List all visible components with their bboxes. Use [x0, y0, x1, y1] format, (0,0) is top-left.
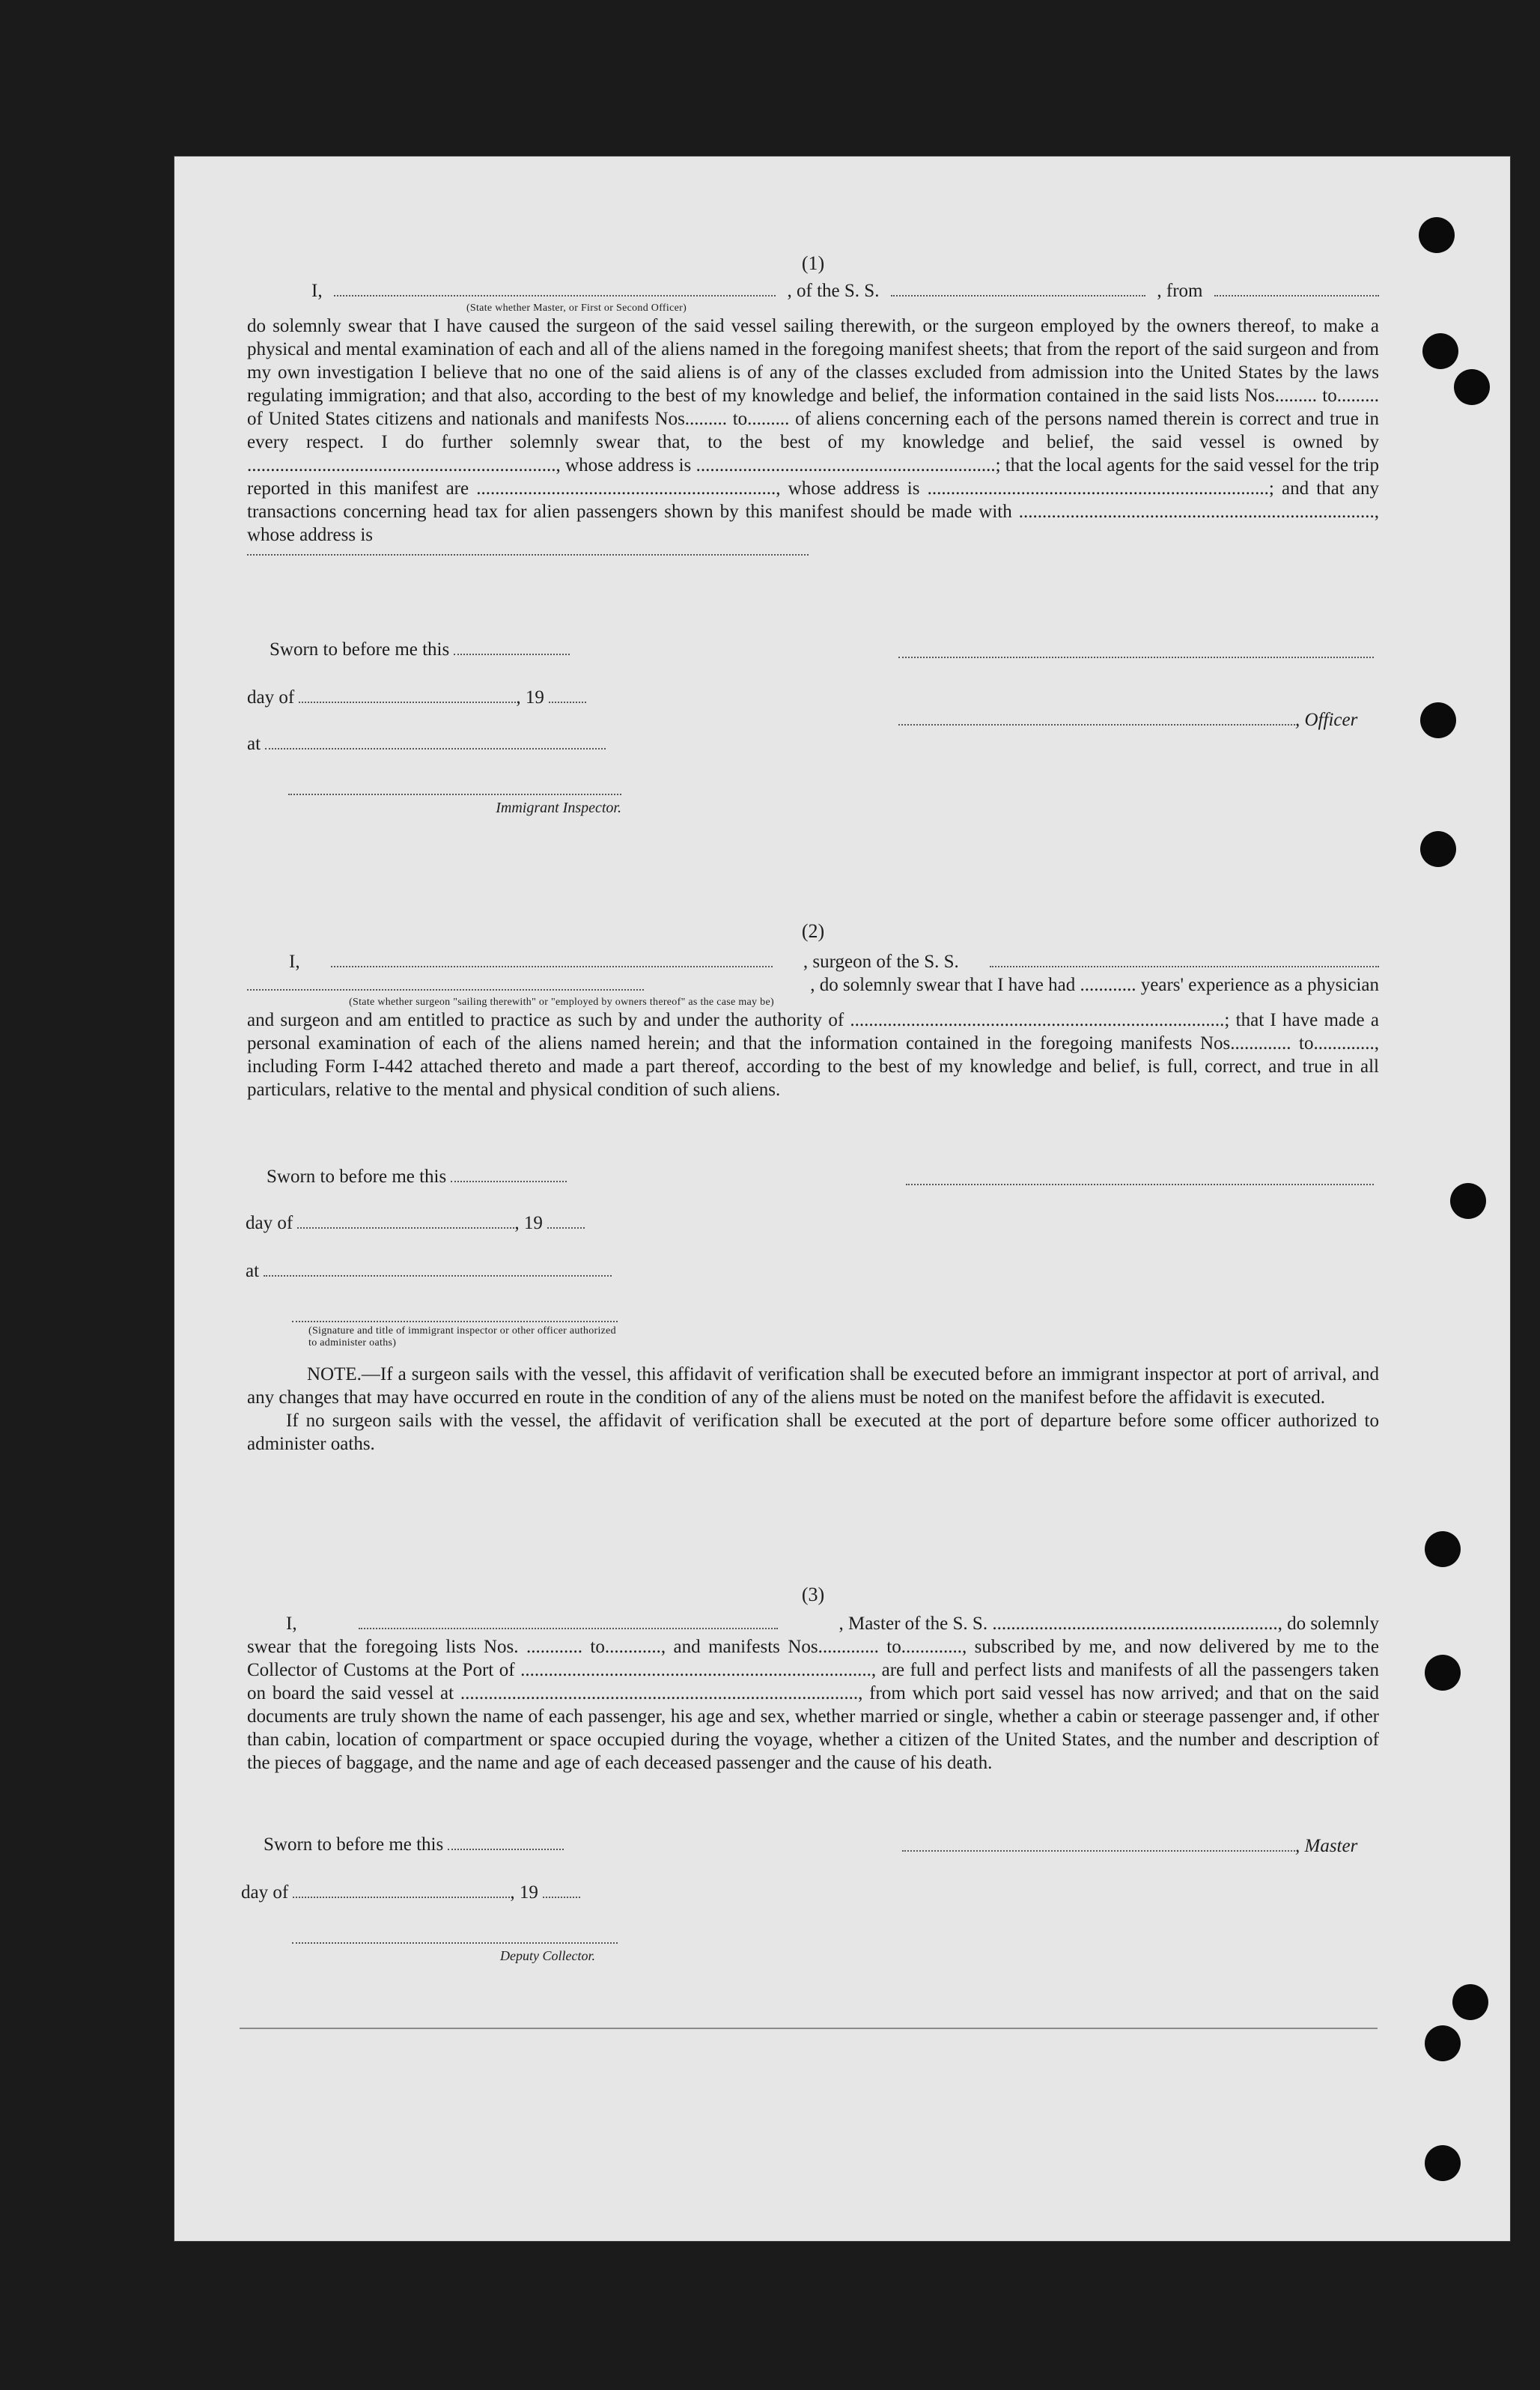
signature-blank	[898, 643, 1374, 658]
punch-hole	[1452, 1984, 1488, 2020]
day-line	[246, 1213, 585, 1234]
surgeon-status-blank	[247, 976, 644, 991]
sworn-blank	[454, 640, 570, 655]
note-paragraph: If no surgeon sails with the vessel, the affidavit of verification shall be executed at the port of departure before some officer authorized to administer oaths.	[247, 1411, 1379, 1454]
from-blank	[1214, 282, 1379, 297]
name-blank	[359, 1614, 778, 1629]
punch-hole	[1425, 2145, 1461, 2181]
ship-name-blank	[990, 952, 1379, 967]
oath-body: do solemnly swear that I have caused the surgeon of the said vessel sailing therewith, or the surgeon employed by the owners thereof, to make a physical and mental examination of each and all of the aliens named in the foregoing manifest sheets; that from the report of the said surgeon and from my own investigation I believe that no one of the said aliens is of any of the classes excluded from admission into the United States by the laws regulating immigration; and that also, according to the best of my knowledge and belief, the information contained in the said lists Nos......... to......... of United States citizens and nationals and manifests Nos......... to......... of aliens concerning each of the persons named therein is correct and true in every respect. I do further solemnly swear that, to the best of my knowledge and belief, the said vessel is owned by .................................................................., whose address is ................................................................; that the local agents for the said vessel for the trip reported in this manifest are ................................................................, whose address is .........................................................................; and that any transactions concerning head tax for alien passengers shown by this manifest should be made with ............................................................................, whose address is	[247, 316, 1379, 545]
day-label: day of	[246, 1213, 293, 1233]
master-label: , Master of the S. S. ............................................................., do solemnly	[839, 1614, 1379, 1634]
oath-line-2	[247, 973, 1379, 997]
year-blank	[543, 1883, 580, 1898]
note-paragraph: NOTE.—If a surgeon sails with the vessel, this affidavit of verification shall be executed before an immigrant inspector at port of arrival, and any changes that may have occurred en route in the condition of any of the aliens must be noted on the manifest before the affidavit is executed.	[247, 1364, 1379, 1408]
sworn-blank	[448, 1835, 564, 1850]
punch-hole	[1454, 369, 1490, 405]
at-blank	[264, 1262, 612, 1277]
day-line	[247, 687, 586, 708]
master-signature	[902, 1836, 1357, 1857]
sworn-line	[267, 1167, 567, 1188]
signature-caption: (Signature and title of immigrant inspector or other officer authorized to administer oaths)	[308, 1325, 616, 1348]
officer-blank	[898, 711, 1295, 726]
sworn-line	[264, 1834, 564, 1855]
officer-signature	[898, 710, 1357, 731]
section-number: (3)	[801, 1584, 825, 1605]
year-blank	[547, 1214, 585, 1229]
bottom-rule	[240, 2028, 1378, 2029]
collector-signature	[292, 1929, 618, 1964]
signature-line	[906, 1170, 1374, 1191]
punch-hole	[1450, 1183, 1486, 1219]
year-blank	[549, 688, 586, 703]
master-blank	[902, 1837, 1295, 1852]
inspector-signature	[288, 780, 621, 817]
day-line	[241, 1882, 580, 1903]
oath-line	[247, 950, 1379, 973]
year-label: , 19	[516, 687, 544, 708]
sworn-label: Sworn to before me this	[270, 639, 450, 660]
oath-line	[247, 1612, 1379, 1635]
officer-label: , Officer	[1295, 710, 1358, 730]
oath-body: and surgeon and am entitled to practice as such by and under the authority of ................................................................................; that I have made a personal examination of each of the aliens named herein; and that the information contained in the foregoing manifests Nos............. to............., including Form I-442 attached thereto and made a part thereof, according to the best of my knowledge and belief, is full, correct, and true in all particulars, relative to the mental and physical condition of such aliens.	[247, 1010, 1379, 1100]
surgeon-caption: (State whether surgeon "sailing therewith" or "employed by owners thereof" as the case may be)	[349, 997, 774, 1008]
signature-blank	[292, 1307, 618, 1322]
sworn-label: Sworn to before me this	[264, 1834, 444, 1855]
oath-line	[247, 279, 1379, 302]
pronoun-i: I,	[289, 952, 300, 972]
punch-hole	[1420, 831, 1456, 867]
day-blank	[297, 1214, 514, 1229]
punch-hole	[1419, 217, 1455, 253]
name-blank	[331, 952, 773, 967]
collector-caption: Deputy Collector.	[500, 1948, 595, 1963]
at-label: at	[246, 1261, 260, 1281]
officer-signature	[292, 1307, 623, 1349]
day-label: day of	[241, 1882, 289, 1903]
inspector-caption: Immigrant Inspector.	[496, 800, 621, 816]
name-blank	[334, 282, 776, 297]
punch-hole	[1425, 2025, 1461, 2061]
sworn-blank	[451, 1167, 567, 1182]
pronoun-i: I,	[311, 281, 323, 301]
year-label: , 19	[510, 1882, 538, 1903]
sworn-line	[270, 639, 570, 660]
title-caption: (State whether Master, or First or Second Officer)	[466, 302, 687, 314]
affidavit-surgeon	[247, 919, 1379, 1101]
of-ship-label: , of the S. S.	[787, 281, 880, 301]
experience-text: , do solemnly swear that I have had ............ years' experience as a physician	[810, 975, 1379, 995]
punch-hole	[1422, 333, 1458, 369]
section-number: (1)	[801, 252, 825, 274]
affidavit-collector	[247, 1583, 1379, 1775]
pronoun-i: I,	[286, 1614, 297, 1634]
day-blank	[293, 1883, 510, 1898]
ship-name-blank	[891, 282, 1145, 297]
punch-hole	[1425, 1655, 1461, 1691]
at-label: at	[247, 734, 261, 754]
surgeon-label: , surgeon of the S. S.	[803, 952, 959, 972]
master-title: , Master	[1295, 1836, 1358, 1856]
at-line	[246, 1261, 612, 1282]
from-label: , from	[1157, 281, 1203, 301]
note-block	[247, 1363, 1379, 1456]
at-blank	[265, 735, 606, 749]
at-line	[247, 734, 606, 755]
year-label: , 19	[514, 1213, 543, 1233]
punch-hole	[1420, 702, 1456, 738]
punch-hole	[1425, 1531, 1461, 1567]
sworn-label: Sworn to before me this	[267, 1167, 447, 1187]
inspector-blank	[288, 780, 621, 795]
day-blank	[299, 688, 516, 703]
surgeon-signature-blank	[906, 1170, 1374, 1185]
collector-blank	[292, 1929, 618, 1944]
affidavit-master	[247, 252, 1379, 556]
section-number: (2)	[801, 920, 825, 942]
day-label: day of	[247, 687, 295, 708]
oath-body: swear that the foregoing lists Nos. ............ to............, and manifests Nos............. to............., subscribed by me, and now delivered by me to the Collector of Customs at the Port of ..........................................................................., are full and perfect lists and manifests of all the passengers taken on board the said vessel at ....................................................................................., from which port said vessel has now arrived; and that on the said documents are truly shown the name of each passenger, his age and sex, whether married or single, whether a cabin or steerage passenger and, if other than cabin, location of compartment or space occupied during the voyage, whether a citizen of the United States, and the number and description of the pieces of baggage, and the name and age of each deceased passenger and the cause of his death.	[247, 1637, 1379, 1773]
address-blank	[247, 547, 809, 556]
officer-signature-top	[898, 642, 1374, 663]
